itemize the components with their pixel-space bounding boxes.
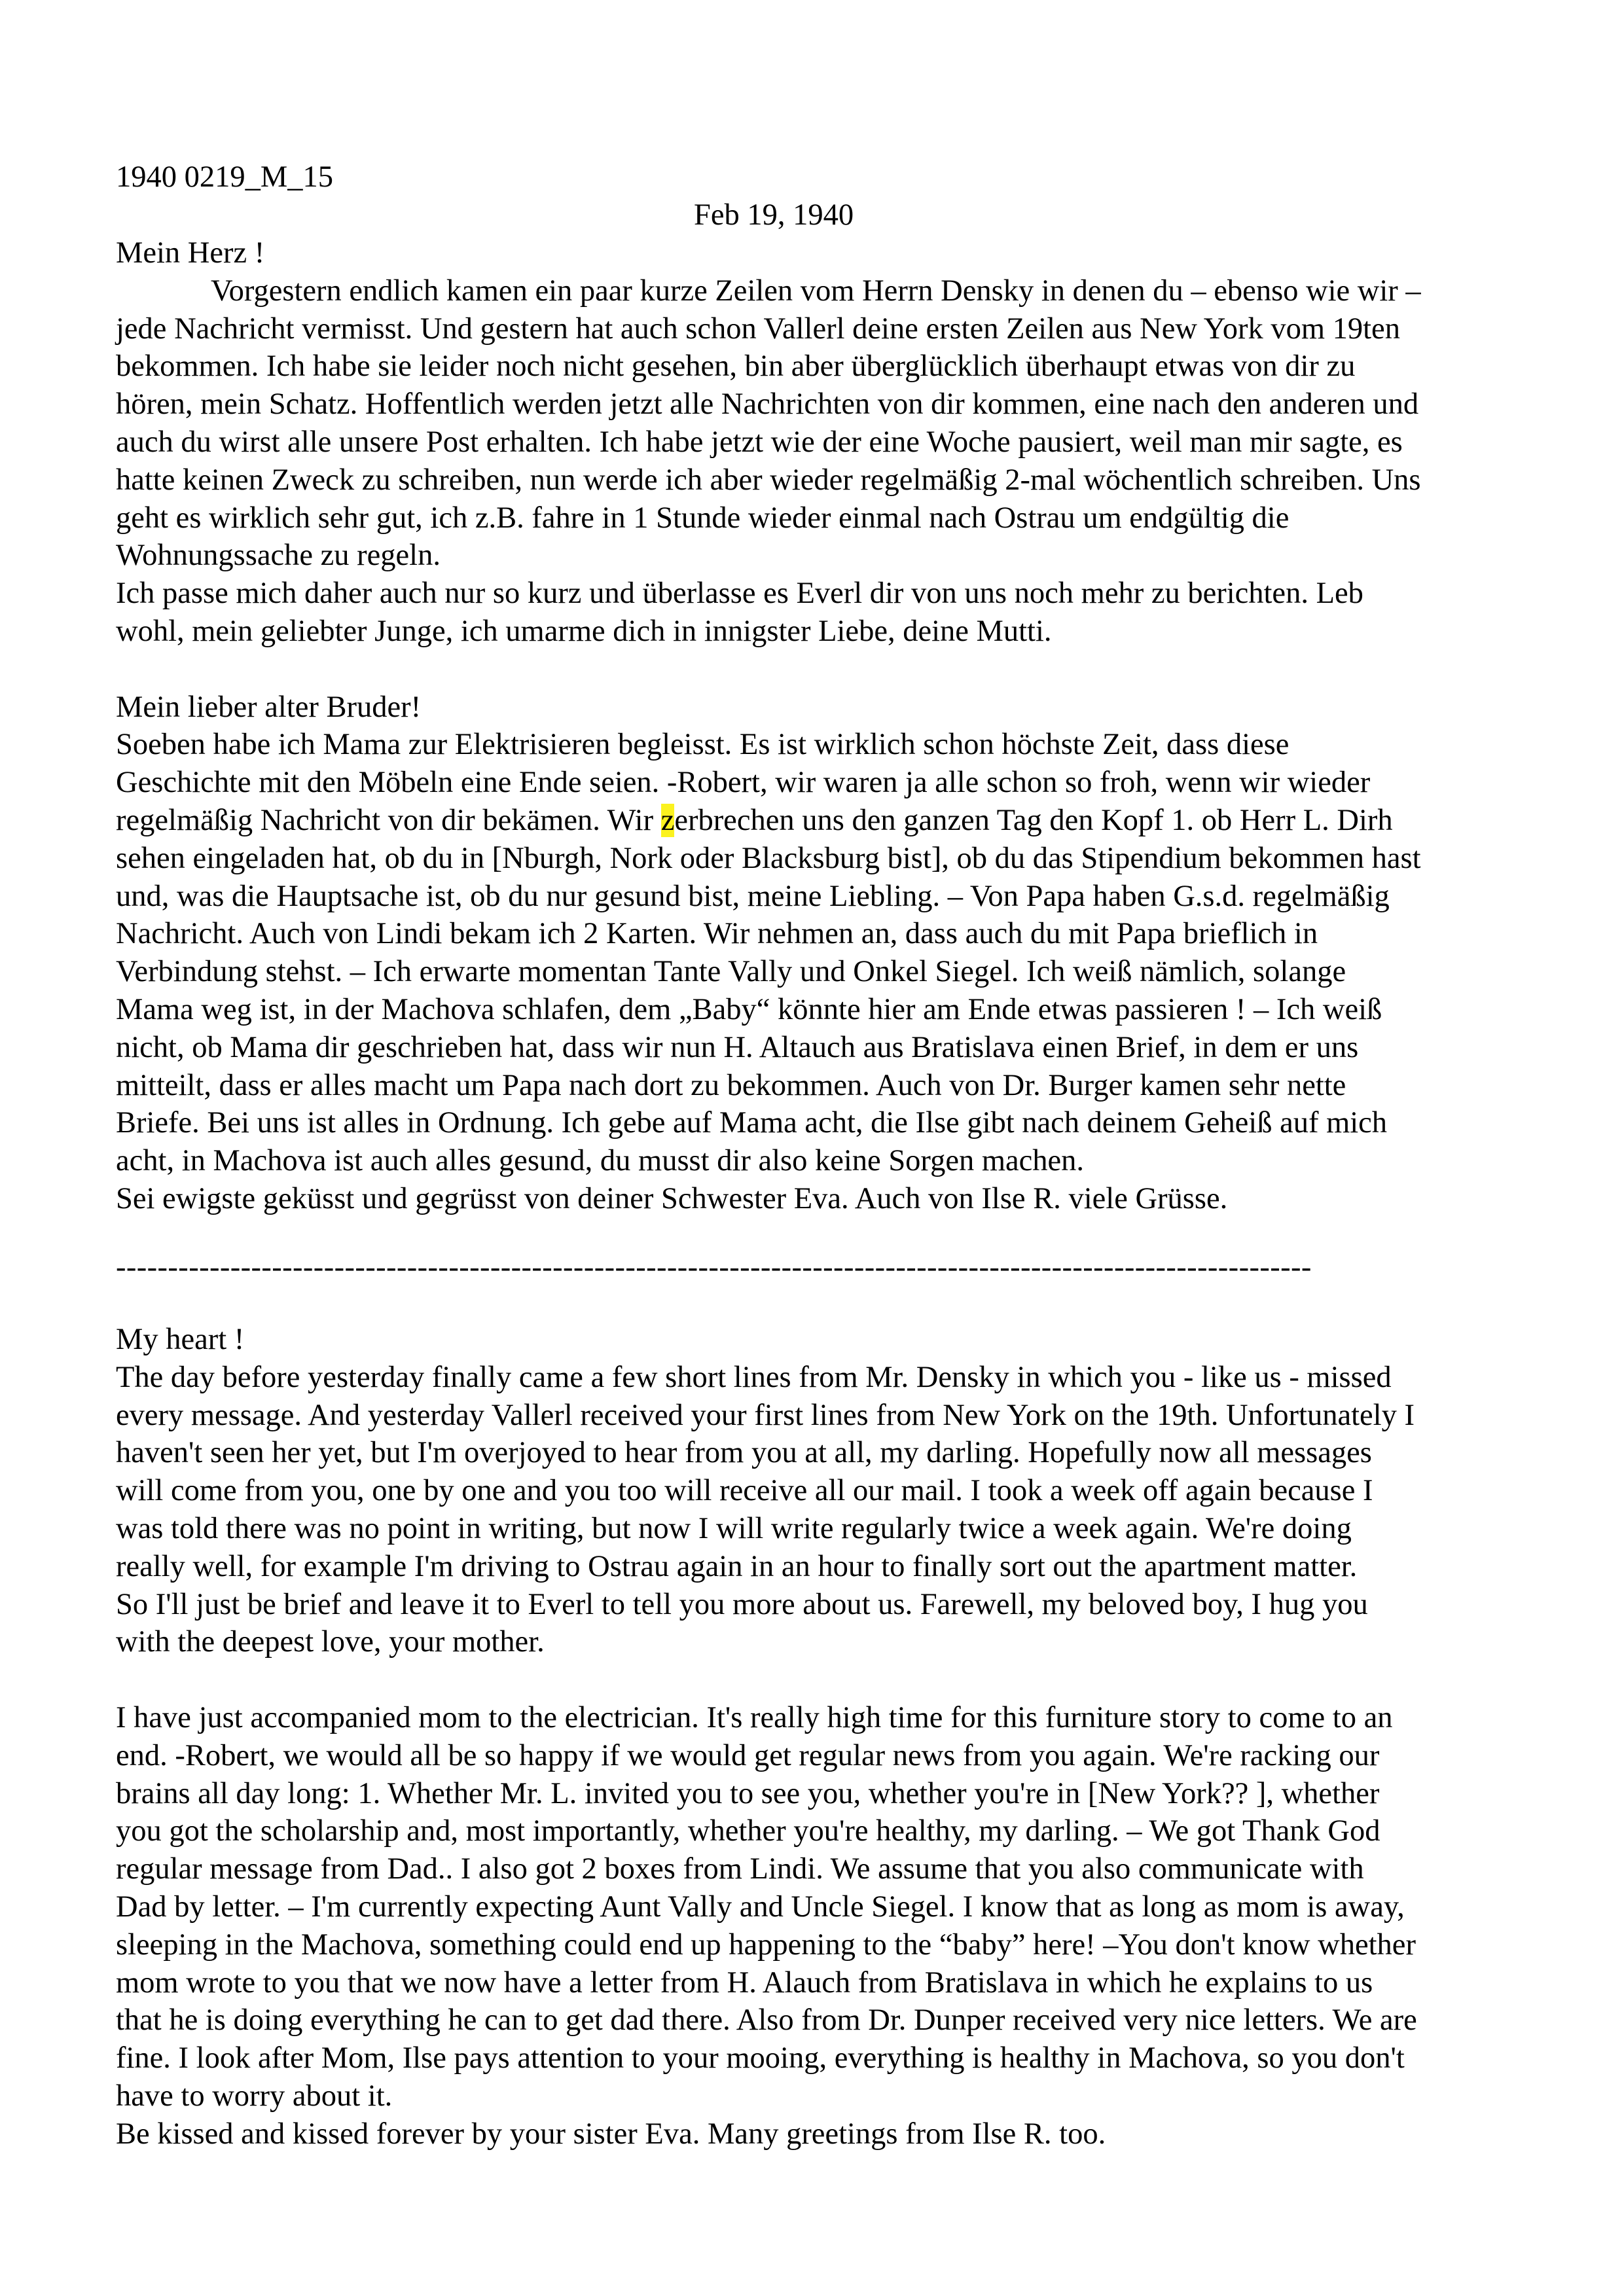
english-sister-line-8: mom wrote to you that we now have a letter from H. Alauch from Bratislava in which he explains to us <box>116 1965 1373 2000</box>
german-sister-line-5: und, was die Hauptsache ist, ob du nur gesund bist, meine Liebling. – Von Papa haben G.s.d. regelmäßig <box>116 879 1390 913</box>
english-sister-line-7: sleeping in the Machova, something could end up happening to the “baby” here! –You don't know whether <box>116 1928 1416 1962</box>
german-sister-line-6: Nachricht. Auch von Lindi bekam ich 2 Karten. Wir nehmen an, dass auch du mit Papa brieflich in <box>116 917 1318 951</box>
german-sister-line-9: nicht, ob Mama dir geschrieben hat, dass wir nun H. Altauch aus Bratislava einen Brief, in dem er uns <box>116 1030 1359 1064</box>
english-sister-line-11: have to worry about it. <box>116 2079 393 2113</box>
paragraph-gap <box>116 651 1523 689</box>
english-mother-line-4: will come from you, one by one and you too will receive all our mail. I took a week off again because I <box>116 1474 1373 1508</box>
german-mother-line-3: bekommen. Ich habe sie leider noch nicht gesehen, bin aber überglücklich überhaupt etwas von dir zu <box>116 350 1356 384</box>
german-sister-line-12: acht, in Machova ist auch alles gesund, du musst dir also keine Sorgen machen. <box>116 1144 1085 1178</box>
german-letter <box>116 234 1523 1218</box>
german-sister-line-7: Verbindung stehst. – Ich erwarte momentan Tante Vally und Onkel Siegel. Ich weiß nämlich, solange <box>116 955 1346 989</box>
german-sister-line-2: Geschichte mit den Möbeln eine Ende seien. -Robert, wir waren ja alle schon so froh, wenn wir wieder <box>116 766 1371 800</box>
english-mother-line-7: So I'll just be brief and leave it to Everl to tell you more about us. Farewell, my beloved boy, I hug you <box>116 1587 1368 1621</box>
german-sister-line-3-after: erbrechen uns den ganzen Tag den Kopf 1. ob Herr L. Dirh <box>674 803 1393 837</box>
english-sister-line-6: Dad by letter. – I'm currently expecting Aunt Vally and Uncle Siegel. I know that as long as mom is away, <box>116 1890 1405 1924</box>
highlighted-letter: z <box>660 803 675 837</box>
english-sister-line-3: brains all day long: 1. Whether Mr. L. invited you to see you, whether you're in [New York?? ], whether <box>116 1776 1380 1810</box>
german-sister-line-10: mitteilt, dass er alles macht um Papa nach dort zu bekommen. Auch von Dr. Burger kamen sehr nette <box>116 1068 1346 1102</box>
english-mother-line-8: with the deepest love, your mother. <box>116 1625 545 1659</box>
english-mother-line-1: The day before yesterday finally came a few short lines from Mr. Densky in which you - like us - missed <box>116 1360 1392 1394</box>
german-mother-salutation: Mein Herz ! <box>116 236 265 270</box>
german-sister-salutation: Mein lieber alter Bruder! <box>116 690 422 724</box>
german-mother-line-8: Wohnungssache zu regeln. <box>116 539 441 573</box>
letter-date: Feb 19, 1940 <box>694 198 854 232</box>
english-sister-line-1: I have just accompanied mom to the electrician. It's really high time for this furniture story to come to an <box>116 1700 1393 1734</box>
german-mother-line-10: wohl, mein geliebter Junge, ich umarme dich in innigster Liebe, deine Mutti. <box>116 614 1052 648</box>
german-mother-line-9: Ich passe mich daher auch nur so kurz und überlasse es Everl dir von uns noch mehr zu berichten. Leb <box>116 577 1363 611</box>
german-mother-line-5: auch du wirst alle unsere Post erhalten. Ich habe jetzt wie der eine Woche pausiert, weil man mir sagte, es <box>116 425 1403 459</box>
document-id: 1940 0219_M_15 <box>116 160 333 194</box>
german-mother-line-7: geht es wirklich sehr gut, ich z.B. fahre in 1 Stunde wieder einmal nach Ostrau um endgültig die <box>116 501 1290 535</box>
german-sister-line-3 <box>116 802 1523 840</box>
german-mother-line-1: Vorgestern endlich kamen ein paar kurze Zeilen vom Herrn Densky in denen du – ebenso wie wir – <box>211 274 1421 308</box>
german-sister-line-3-before: regelmäßig Nachricht von dir bekämen. Wir <box>116 803 661 837</box>
german-mother-line-2: jede Nachricht vermisst. Und gestern hat auch schon Vallerl deine ersten Zeilen aus New York vom 19ten <box>116 312 1400 346</box>
german-sister-line-8: Mama weg ist, in der Machova schlafen, dem „Baby“ könnte hier am Ende etwas passieren ! – Ich weiß <box>116 992 1382 1026</box>
german-sister-line-4: sehen eingeladen hat, ob du in [Nburgh, Nork oder Blacksburg bist], ob du das Stipendium bekommen hast <box>116 841 1421 875</box>
english-sister-line-9: that he is doing everything he can to get dad there. Also from Dr. Dunper received very nice letters. We are <box>116 2003 1417 2037</box>
english-translation <box>116 1321 1523 2153</box>
english-mother-line-3: haven't seen her yet, but I'm overjoyed to hear from you at all, my darling. Hopefully now all messages <box>116 1436 1372 1470</box>
english-mother-line-5: was told there was no point in writing, but now I will write regularly twice a week again. We're doing <box>116 1511 1352 1545</box>
paragraph-gap <box>116 1661 1523 1699</box>
german-sister-line-1: Soeben habe ich Mama zur Elektrisieren begleisst. Es ist wirklich schon höchste Zeit, dass diese <box>116 728 1290 762</box>
english-mother-line-6: really well, for example I'm driving to Ostrau again in an hour to finally sort out the apartment matter. <box>116 1549 1358 1583</box>
english-sister-line-2: end. -Robert, we would all be so happy if we would get regular news from you again. We're racking our <box>116 1738 1380 1772</box>
english-sister-line-10: fine. I look after Mom, Ilse pays attention to your mooing, everything is healthy in Machova, so you don't <box>116 2041 1405 2075</box>
english-sister-line-12: Be kissed and kissed forever by your sister Eva. Many greetings from Ilse R. too. <box>116 2117 1106 2151</box>
english-mother-salutation: My heart ! <box>116 1323 245 1356</box>
german-mother-line-4: hören, mein Schatz. Hoffentlich werden jetzt alle Nachrichten von dir kommen, eine nach den anderen und <box>116 387 1419 422</box>
english-sister-line-5: regular message from Dad.. I also got 2 boxes from Lindi. We assume that you also communicate with <box>116 1852 1364 1886</box>
section-divider: ------------------------------------------------------------------------------------------------------------------- <box>116 1251 1312 1284</box>
german-sister-line-11: Briefe. Bei uns ist alles in Ordnung. Ich gebe auf Mama acht, die Ilse gibt nach deinem Geheiß auf mich <box>116 1106 1388 1140</box>
german-mother-line-6: hatte keinen Zweck zu schreiben, nun werde ich aber wieder regelmäßig 2-mal wöchentlich schreiben. Uns <box>116 463 1421 497</box>
english-sister-line-4: you got the scholarship and, most importantly, whether you're healthy, my darling. – We got Thank God <box>116 1814 1380 1848</box>
german-sister-line-13: Sei ewigste geküsst und gegrüsst von deiner Schwester Eva. Auch von Ilse R. viele Grüsse. <box>116 1181 1228 1215</box>
english-mother-line-2: every message. And yesterday Vallerl received your first lines from New York on the 19th. Unfortunately I <box>116 1398 1415 1432</box>
